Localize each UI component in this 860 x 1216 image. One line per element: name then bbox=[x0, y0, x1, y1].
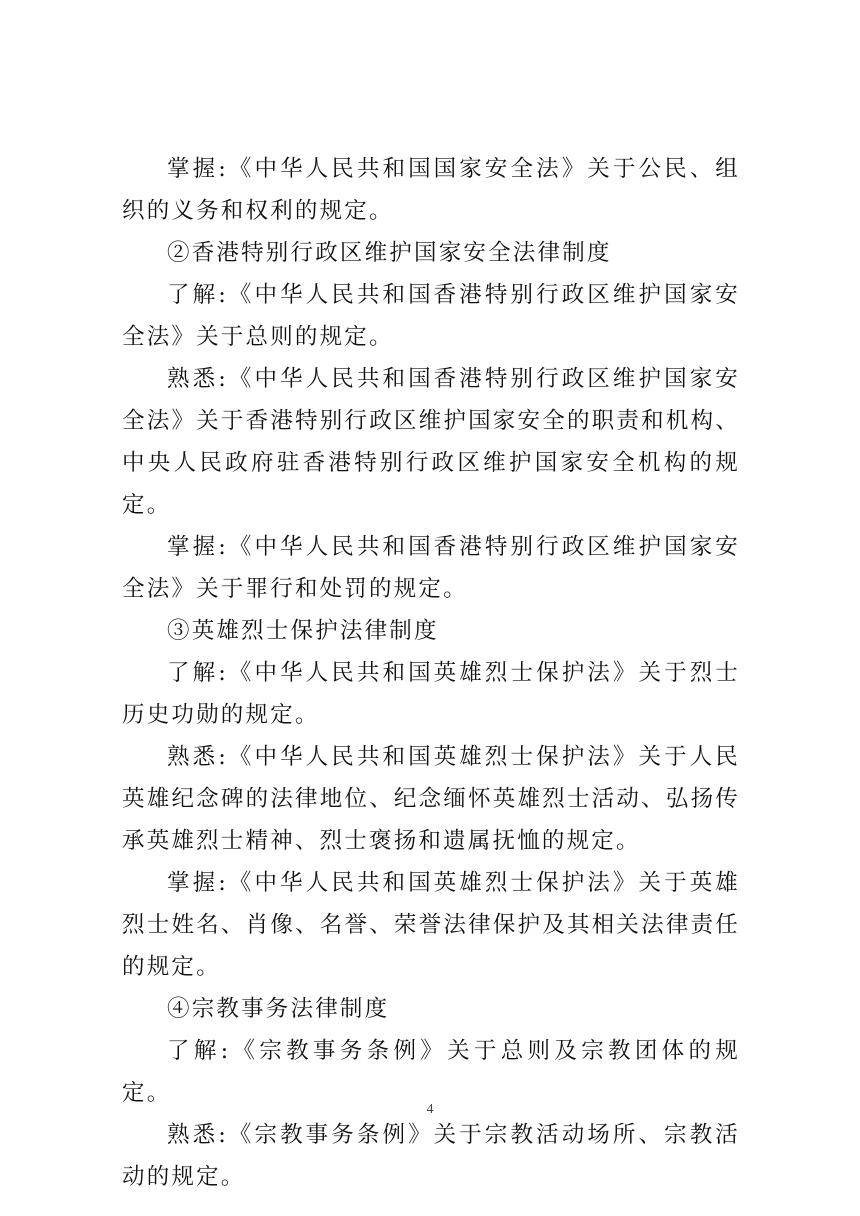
document-body bbox=[122, 148, 740, 1198]
paragraph-mastery-heroes-law: 掌握:《中华人民共和国英雄烈士保护法》关于英雄烈士姓名、肖像、名誉、荣誉法律保护及其相关法律责任的规定。 bbox=[122, 870, 740, 980]
section-heading-hong-kong: ②香港特别行政区维护国家安全法律制度 bbox=[167, 240, 612, 266]
paragraph-mastery-hk-law: 掌握:《中华人民共和国香港特别行政区维护国家安全法》关于罪行和处罚的规定。 bbox=[122, 534, 740, 602]
section-heading-heroes-martyrs: ③英雄烈士保护法律制度 bbox=[167, 618, 439, 644]
section-heading-religious-affairs: ④宗教事务法律制度 bbox=[167, 996, 390, 1022]
paragraph-familiar-heroes-law: 熟悉:《中华人民共和国英雄烈士保护法》关于人民英雄纪念碑的法律地位、纪念缅怀英雄烈士活动、弘扬传承英雄烈士精神、烈士褒扬和遗属抚恤的规定。 bbox=[122, 744, 740, 854]
paragraph-familiar-religious-regulations: 熟悉:《宗教事务条例》关于宗教活动场所、宗教活动的规定。 bbox=[122, 1122, 740, 1190]
paragraph-understand-heroes-law: 了解:《中华人民共和国英雄烈士保护法》关于烈士历史功勋的规定。 bbox=[122, 660, 740, 728]
paragraph-understand-hk-law: 了解:《中华人民共和国香港特别行政区维护国家安全法》关于总则的规定。 bbox=[122, 282, 740, 350]
page-number: 4 bbox=[426, 1102, 434, 1117]
paragraph-familiar-hk-law: 熟悉:《中华人民共和国香港特别行政区维护国家安全法》关于香港特别行政区维护国家安全的职责和机构、中央人民政府驻香港特别行政区维护国家安全机构的规定。 bbox=[122, 366, 740, 518]
paragraph-mastery-national-security-law: 掌握:《中华人民共和国国家安全法》关于公民、组织的义务和权利的规定。 bbox=[122, 156, 740, 224]
paragraph-understand-religious-regulations: 了解:《宗教事务条例》关于总则及宗教团体的规定。 bbox=[122, 1038, 740, 1106]
